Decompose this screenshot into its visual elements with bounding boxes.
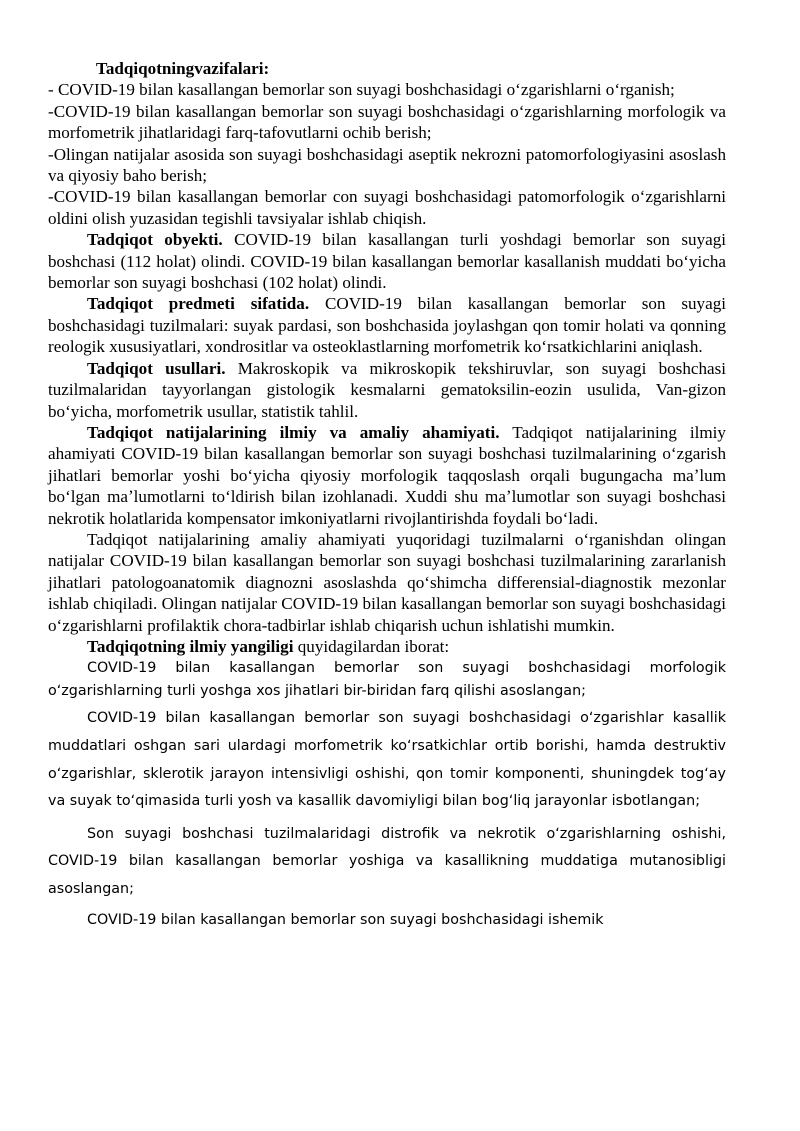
significance-text: Tadqiqot natijalarining ilmiy ahamiyati COVID-19 bilan kasallangan bemorlar son suyagi boshchasi tuzilmalarining oʻzgarish jihatlari bemorlar yoshi boʻyicha qiyosiy morfologik taqqoslash orqali bugungacha maʼlum boʻlgan maʼlumotlarni toʻldirish bilan izohlanadi. Xuddi shu maʼlumotlar son suyagi boshchasi nekrotik holatlarida kompensator imkoniyatlarni rivojlantirishda foydali boʻladi. [48, 422, 726, 528]
novelty-text: quyidagilardan iborat: [293, 636, 450, 656]
practical-significance-paragraph: Tadqiqot natijalarining amaliy ahamiyati yuqoridagi tuzilmalarni oʻrganishdan olingan natijalar COVID-19 bilan kasallangan bemorlar son suyagi boshchasi tuzilmalarining zararlanish jihatlari patologoanatomik diagnozni asoslashda qoʻshimcha differensial-diagnostik mezonlar ishlab chiqiladi. Olingan natijalar COVID-19 bilan kasallangan bemorlar son suyagi boshchasidagi oʻzgarishlarni profilaktik chora-tadbirlar ishlab chiqarish uchun ishlatishi mumkin. [48, 529, 726, 635]
significance-paragraph [48, 422, 726, 529]
novelty-paragraph [48, 636, 726, 657]
task-item: - COVID-19 bilan kasallangan bemorlar son suyagi boshchasidagi oʻzgarishlarni oʻrganish; [48, 80, 675, 100]
novelty-item: COVID-19 bilan kasallangan bemorlar son suyagi boshchasidagi ishemik [87, 911, 604, 928]
research-methods-paragraph [48, 358, 726, 422]
task-item: -COVID-19 bilan kasallangan bemorlar con suyagi boshchasidagi patomorfologik oʻzgarishlarni oldini olish yuzasidan tegishli tavsiyalar ishlab chiqish. [48, 187, 726, 228]
novelty-item: COVID-19 bilan kasallangan bemorlar son suyagi boshchasidagi morfologik oʻzgarishlarning turli yoshga xos jihatlari bir-biridan farq qilishi asoslangan; [48, 660, 726, 699]
document-page [48, 58, 726, 934]
task-item: -Olingan natijalar asosida son suyagi boshchasidagi aseptik nekrozni patomorfologiyasini asoslash va qiyosiy baho berish; [48, 144, 726, 186]
significance-label: Tadqiqot natijalarining ilmiy va amaliy ahamiyati. [87, 422, 500, 442]
research-object-label: Tadqiqot obyekti. [87, 230, 223, 250]
task-item: -COVID-19 bilan kasallangan bemorlar son suyagi boshchasidagi oʻzgarishlarning morfologik va morfometrik jihatlaridagi farq-tafovutlarni ochib berish; [48, 101, 726, 143]
research-object-text: COVID-19 bilan kasallangan turli yoshdagi bemorlar son suyagi boshchasi (112 holat) olindi. COVID-19 bilan kasallangan bemorlar kasallanish muddati boʻyicha bemorlar son suyagi boshchasi (102 holat) olindi. [48, 230, 726, 293]
research-subject-text: COVID-19 bilan kasallangan bemorlar son suyagi boshchasidagi tuzilmalari: suyak pardasi, son boshchasida joylashgan qon tomir holati va qonning reologik xususiyatlari, xondrositlar va osteoklastlarning morfometrik koʻrsatkichlarini aniqlash. [48, 294, 726, 357]
research-methods-text: Makroskopik va mikroskopik tekshiruvlar, son suyagi boshchasi tuzilmalaridan tayyorlangan gistologik kesmalarni gematoksilin-eozin usulida, Van-gizon boʻyicha, morfometrik usullar, statistik tahlil. [48, 358, 726, 421]
novelty-item: COVID-19 bilan kasallangan bemorlar son suyagi boshchasidagi oʻzgarishlar kasallik muddatlari oshgan sari ulardagi morfometrik koʻrsatkichlar ortib borishi, hamda destruktiv oʻzgarishlar, sklerotik jarayon intensivligi oshishi, qon tomir komponenti, shuningdek togʻay va suyak toʻqimasida turli yosh va kasallik davomiyligi bilan bogʻliq jarayonlar isbotlangan; [48, 710, 726, 810]
research-object-paragraph [48, 229, 726, 293]
research-subject-paragraph [48, 293, 726, 357]
section-heading: Tadqiqotningvazifalari: [96, 59, 270, 78]
novelty-label: Tadqiqotning ilmiy yangiligi [87, 636, 294, 656]
research-methods-label: Tadqiqot usullari. [87, 358, 226, 378]
research-subject-label: Tadqiqot predmeti sifatida. [87, 294, 310, 314]
novelty-item: Son suyagi boshchasi tuzilmalaridagi distrofik va nekrotik oʻzgarishlarning oshishi, COVID-19 bilan kasallangan bemorlar yoshiga va kasallikning muddatiga mutanosibligi asoslangan; [48, 825, 726, 897]
